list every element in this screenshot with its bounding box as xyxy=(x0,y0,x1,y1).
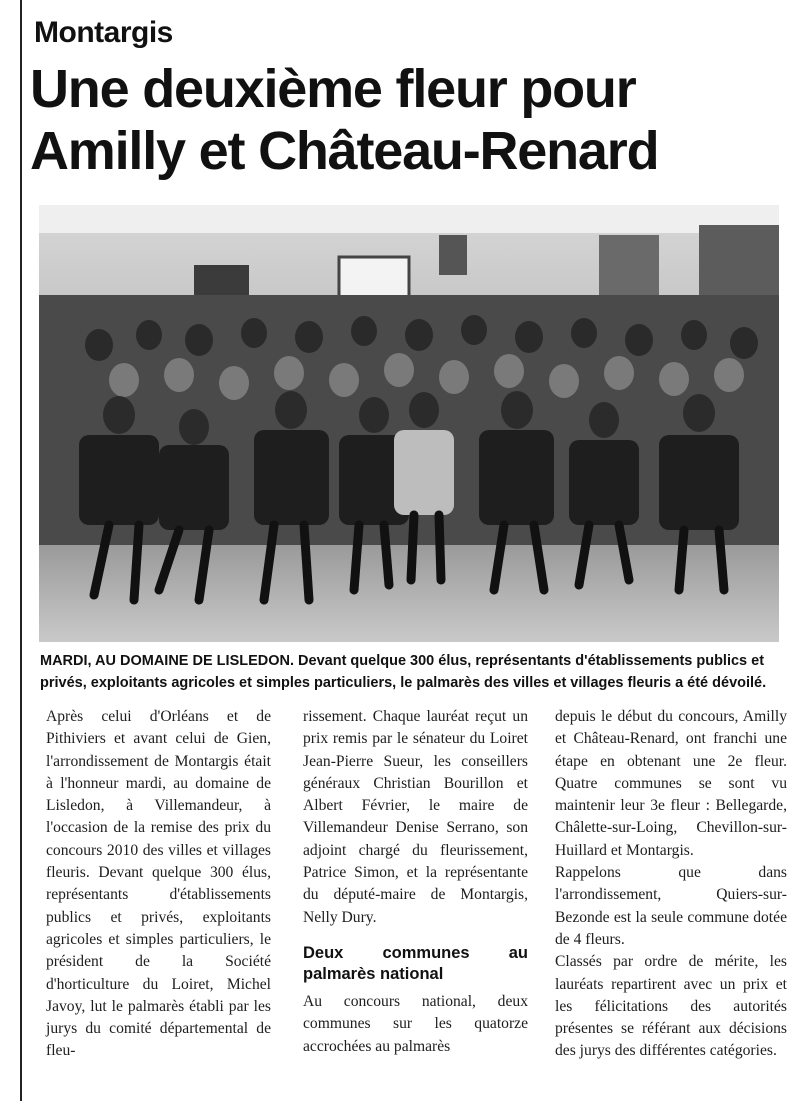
column-rule xyxy=(20,0,22,1101)
body-paragraph: Après celui d'Orléans et de Pithiviers et avant celui de Gien, l'arrondissement de Montargis était à l'honneur mardi, au domaine de Lisledon, à Villemandeur, à l'occasion de la remise des prix du concours 2010 des villes et villages fleuris. Devant quelque 300 élus, représentants d'établissements publics et privés, exploitants agricoles et simples particuliers, le président de la Société d'horticulture du Loiret, Michel Javoy, lut le palmarès établi par les jurys du comité départemental de fleu- xyxy=(46,708,271,1060)
article-column-3 xyxy=(555,706,787,1063)
photo-caption: MARDI, AU DOMAINE DE LISLEDON. Devant quelque 300 élus, représentants d'établissements publics et privés, exploitants agricoles et simples particuliers, le palmarès des villes et villages fleuris a été dévoilé. xyxy=(40,653,767,691)
body-paragraph: Classés par ordre de mérite, les lauréats repartirent avec un prix et les félicitations des autorités présentes se référant aux décisions des jurys des différentes catégories. xyxy=(555,953,787,1060)
body-paragraph: rissement. Chaque lauréat reçut un prix remis par le sénateur du Loiret Jean-Pierre Sueur, les conseillers généraux Christian Bourillon et Albert Février, le maire de Villemandeur Denise Serrano, son adjoint chargé du fleurissement, Patrice Simon, et la représentante du député-maire de Montargis, Nelly Dury. xyxy=(303,708,528,926)
subheading: Deux communes au palmarès national xyxy=(303,943,528,983)
section-kicker: Montargis xyxy=(34,16,173,49)
headline-line-1: Une deuxième fleur pour xyxy=(30,59,636,119)
body-paragraph: Rappelons que dans l'arrondissement, Quiers-sur-Bezonde est la seule commune dotée de 4 fleurs. xyxy=(555,864,787,948)
body-paragraph: Au concours national, deux communes sur les quatorze accrochées au palmarès xyxy=(303,992,528,1055)
headline xyxy=(30,58,790,182)
headline-line-2: Amilly et Château-Renard xyxy=(30,121,659,181)
article-column-1 xyxy=(46,706,271,1063)
article-column-2 xyxy=(303,706,528,1058)
audience-photo xyxy=(39,205,779,642)
body-paragraph: depuis le début du concours, Amilly et Château-Renard, ont franchi une étape en obtenant une 2e fleur. Quatre communes se sont vu maintenir leur 3e fleur : Bellegarde, Châlette-sur-Loing, Chevillon-sur-Huillard et Montargis. xyxy=(555,708,787,859)
